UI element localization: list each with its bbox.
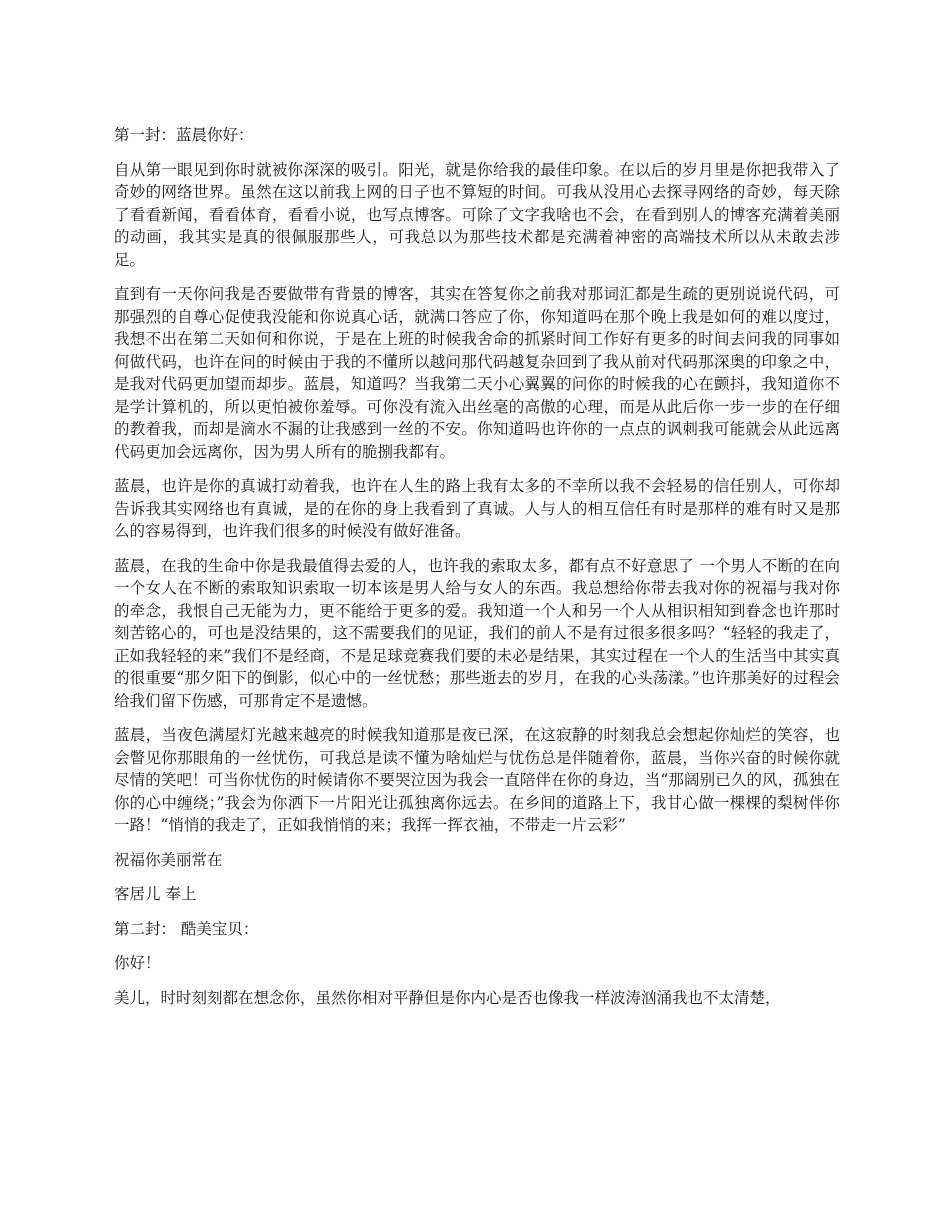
second-letter-paragraph: 美儿，时时刻刻都在想念你，虽然你相对平静但是你内心是否也像我一样波涛汹涌我也不太清楚， <box>114 988 781 1007</box>
letter-document <box>114 124 840 1021</box>
paragraph-learning-code: 直到有一天你问我是否要做带有背景的博客，其实在答复你之前我对那词汇都是生疏的更别说说代码，可那强烈的自尊心促使我没能和你说真心话，就满口答应了你，你知道吗在那个晚上我是如何的难以度过，我想不出在第二天如何和你说，于是在上班的时候我舍命的抓紧时间工作好有更多的时间去问我的同事如何做代码，也许在问的时候由于我的不懂所以越问那代码越复杂回到了我从前对代码那深奥的印象之中，是我对代码更加望而却步。蓝晨，知道吗？当我第二天小心翼翼的问你的时候我的心在颤抖，我知道你不是学计算机的，所以更怕被你羞辱。可你没有流入出丝毫的高傲的心理，而是从此后你一步一步的在仔细的教着我，而却是滴水不漏的让我感到一丝的不安。你知道吗也许你的一点点的讽刺我可能就会从此远离代码更加会远离你，因为男人所有的脆捌我都有。 <box>114 285 840 461</box>
paragraph-sincerity: 蓝晨，也许是你的真诚打动着我，也许在人生的路上我有太多的不幸所以我不会轻易的信任别人，可你却告诉我其实网络也有真诚，是的在你的身上我看到了真诚。人与人的相互信任有时是那样的难有时又是那么的容易得到，也许我们很多的时候没有做好准备。 <box>114 477 840 540</box>
signature-line: 客居儿 奉上 <box>114 885 197 903</box>
first-letter-heading: 第一封：蓝晨你好： <box>114 126 254 144</box>
paragraph-first-impression: 自从第一眼见到你时就被你深深的吸引。阳光，就是你给我的最佳印象。在以后的岁月里是你把我带入了奇妙的网络世界。虽然在这以前我上网的日子也不算短的时间。可我从没用心去探寻网络的奇妙，每天除了看看新闻，看看体育，看看小说，也写点博客。可除了文字我啥也不会，在看到别人的博客充满着美丽的动画，我其实是真的很佩服那些人，可我总以为那些技术都是充满着神密的高端技术所以从未敢去涉足。 <box>114 160 840 269</box>
closing-blessing: 祝福你美丽常在 <box>114 850 223 869</box>
paragraph-night-thoughts: 蓝晨，当夜色满屋灯光越来越亮的时候我知道那是夜已深，在这寂静的时刻我总会想起你灿烂的笑容，也会瞥见你那眼角的一丝忧伤，可我总是读不懂为啥灿烂与忧伤总是伴随着你，蓝晨，当你兴奋的时候你就尽情的笑吧！可当你忧伤的时候请你不要哭泣因为我会一直陪伴在你的身边，当“那阔别已久的风，孤独在你的心中缠绕；”我会为你洒下一片阳光让孤独离你远去。在乡间的道路上下，我甘心做一棵棵的梨树伴你一路！“悄悄的我走了，正如我悄悄的来；我挥一挥衣袖，不带走一片云彩” <box>114 726 840 834</box>
second-letter-greeting: 你好！ <box>114 954 161 972</box>
paragraph-most-worthy-love: 蓝晨，在我的生命中你是我最值得去爱的人，也许我的索取太多，都有点不好意思了 一个男人不断的在向一个女人在不断的索取知识索取一切本该是男人给与女人的东西。我总想给你带去我对你的祝福与我对你的牵念，我恨自己无能为力，更不能给于更多的爱。我知道一个人和另一个人从相识相知到眷念也许那时刻苦铭心的，可也是没结果的，这不需要我们的见证，我们的前人不是有过很多很多吗？“轻轻的我走了，正如我轻轻的来”我们不是经商，不是足球竞赛我们要的未必是结果，其实过程在一个人的生活当中其实真的很重要“那夕阳下的倒影，似心中的一丝忧愁；那些逝去的岁月，在我的心头荡漾。”也许那美好的过程会给我们留下伤感，可那肯定不是遗憾。 <box>114 556 840 710</box>
second-letter-heading: 第二封： 酷美宝贝： <box>114 919 259 938</box>
